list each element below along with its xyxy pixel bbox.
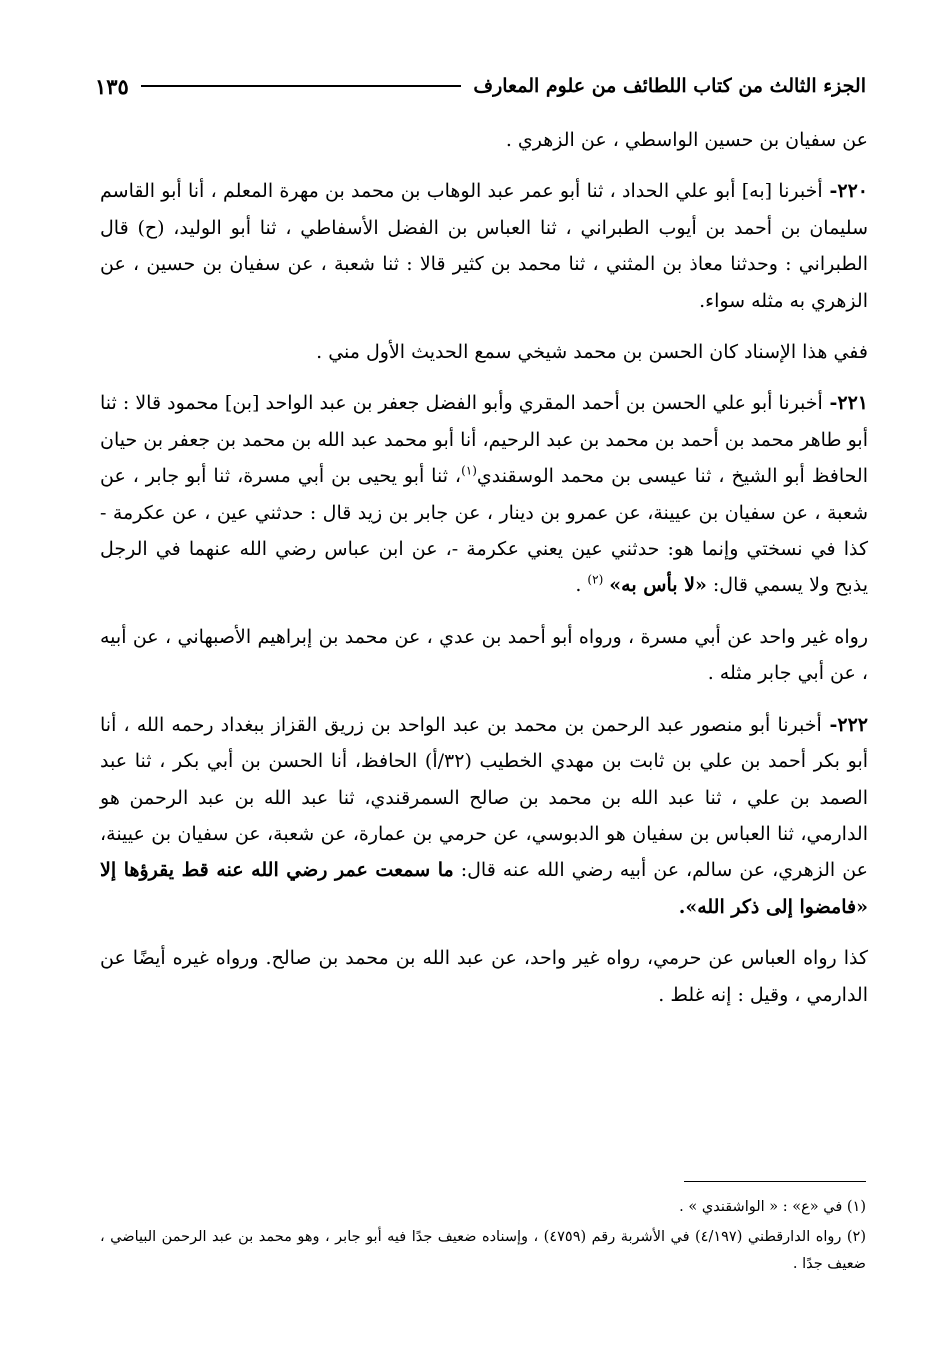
hadith-dash: - (822, 180, 838, 203)
footnote-1: (١) في «ع» : « الواشقندي » . (679, 1199, 866, 1215)
footnote-separator (684, 1181, 866, 1182)
paragraph-text: ففي هذا الإسناد كان الحسن بن محمد شيخي سمع الحديث الأول مني . (316, 341, 868, 364)
hadith-text: أخبرنا [به] أبو علي الحداد ، ثنا أبو عمر عبد الوهاب بن محمد بن مهرة المعلم ، أنا أبو القاسم سليمان بن أحمد بن أيوب الطبراني ، ثنا العباس بن الفضل الأسفاطي ، ثنا أبو الوليد، (ح) قال الطبراني : وحدثنا معاذ بن المثني ، ثنا محمد بن كثير قالا : ثنا شعبة ، عن سفيان بن حسين ، عن الزهري به مثله سواء. (100, 180, 868, 312)
running-title: الجزء الثالث من كتاب اللطائف من علوم المعارف (473, 75, 866, 97)
hadith-quote: ما سمعت عمر رضي الله عنه قط يقرؤها إلا «فامضوا إلى ذكر الله». (100, 859, 868, 918)
hadith-number: ٢٢٠ (837, 180, 868, 203)
hadith-dash: - (821, 713, 838, 736)
hadith-222 (100, 707, 868, 925)
hadith-dash: - (822, 392, 838, 415)
hadith-text-cont: ، ثنا أبو يحيى بن أبي مسرة، ثنا أبو جابر ، عن شعبة ، عن سفيان بن عيينة، عن عمرو بن دينار ، عن جابر بن زيد قال : حدثني عين ، عن عكرمة - كذا في نسختي وإنما هو: حدثني عين يعني عكرمة -، عن ابن عباس رضي الله عنهما في الرجل يذبح ولا يسمي قال: (100, 465, 868, 597)
commentary-paragraph (100, 334, 868, 370)
paragraph-text: عن سفيان بن حسين الواسطي ، عن الزهري . (505, 129, 868, 151)
hadith-text: أخبرنا أبو منصور عبد الرحمن بن محمد بن عبد الواحد بن زريق القزاز ببغداد رحمه الله ، أنا أبو بكر أحمد بن علي بن ثابت بن مهدي الخطيب (٣٢/أ) الحافظ، أنا الحسن بن أبي بكر ، ثنا عبد الصمد بن علي ، ثنا عبد الله بن محمد بن صالح السمرقندي، ثنا عبد الله بن عبد الرحمن هو الدارمي، ثنا العباس بن سفيان هو الدبوسي، عن حرمي بن عمارة، عن شعبة، عن سفيان بن عيينة، عن الزهري، عن سالم، عن أبيه رضي الله عنه قال: (100, 713, 869, 882)
hadith-number: ٢٢٢ (837, 713, 868, 736)
page-body (100, 122, 868, 1028)
hadith-number: ٢٢١ (837, 392, 868, 415)
commentary-paragraph (100, 619, 868, 692)
paragraph-text: رواه غير واحد عن أبي مسرة ، ورواه أبو أحمد بن عدي ، عن محمد بن إبراهيم الأصبهاني ، عن أبيه ، عن أبي جابر مثله . (100, 625, 868, 685)
hadith-end: . (575, 574, 582, 597)
header-rule (141, 85, 462, 87)
footnote-ref-2: (٢) (587, 573, 604, 588)
hadith-quote: «لا بأس به» (609, 574, 707, 597)
paragraph-continuation (100, 122, 868, 158)
footnotes (100, 1194, 866, 1281)
hadith-text: أخبرنا أبو علي الحسن بن أحمد المقري وأبو الفضل جعفر بن عبد الواحد [بن] محمود قالا : ثنا أبو طاهر محمد بن أحمد بن محمد بن عبد الرحيم، أنا أبو محمد عبد الله بن محمد بن جعفر بن حيان الحافظ أبو الشيخ ، ثنا عيسى بن محمد الوسقندي (100, 392, 868, 488)
commentary-paragraph (100, 940, 868, 1013)
footnote-ref-1: (١) (461, 463, 477, 478)
running-header (95, 66, 866, 106)
paragraph-text: كذا رواه العباس عن حرمي، رواه غير واحد، عن عبد الله بن محمد بن صالح. ورواه غيره أيضًا عن الدارمي ، وقيل : إنه غلط . (100, 947, 868, 1006)
page-number: ١٣٥ (95, 73, 129, 99)
hadith-221 (100, 385, 868, 603)
footnote-2: (٢) رواه الدارقطني (٤/١٩٧) في الأشربة رقم (٤٧٥٩) ، وإسناده ضعيف جدًا فيه أبو جابر ، وهو محمد بن عبد الرحمن البياضي ، ضعيف جدًا . (100, 1229, 866, 1272)
hadith-220 (100, 173, 868, 319)
